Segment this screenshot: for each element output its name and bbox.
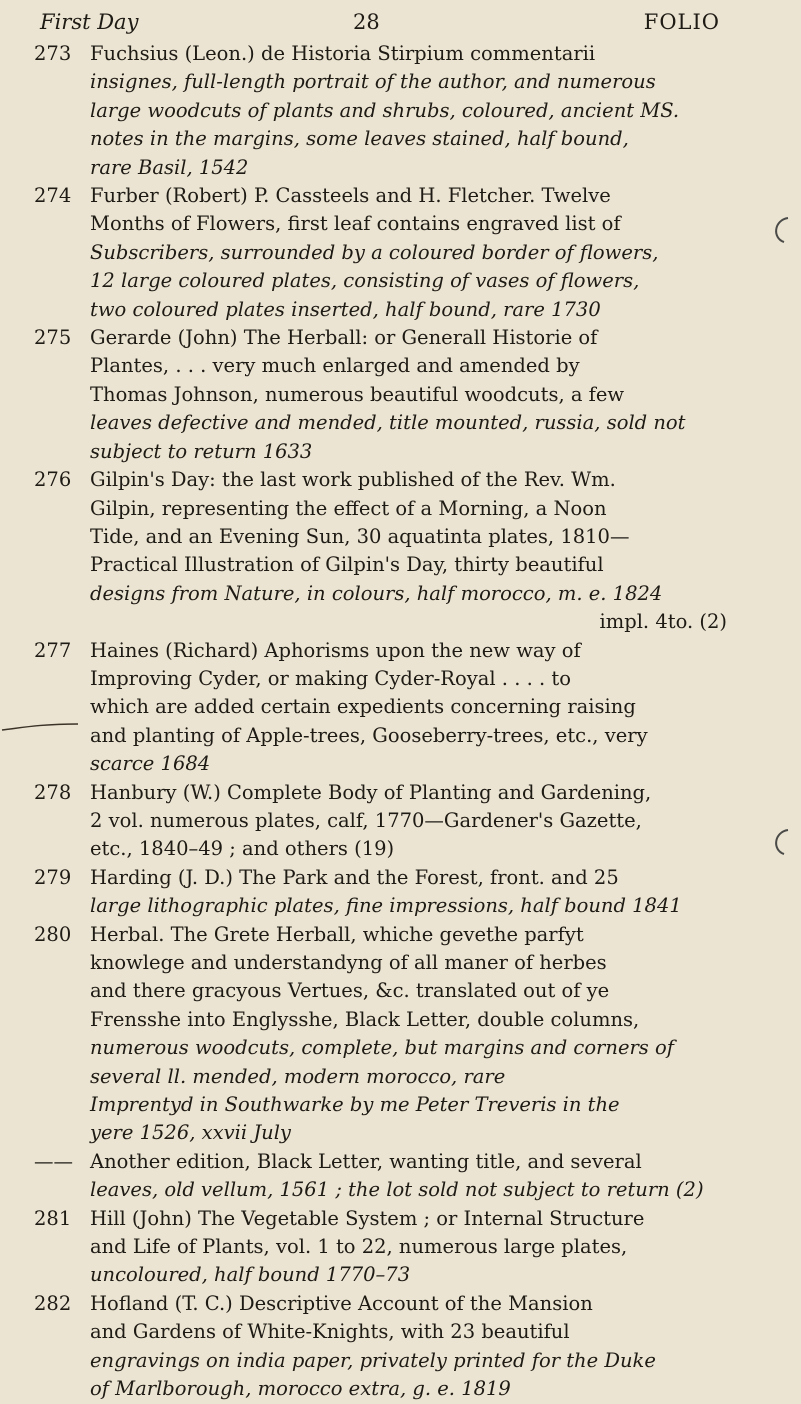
entry-line: Gilpin's Day: the last work published of the Rev. Wm. — [90, 468, 616, 492]
entry-line: Thomas Johnson, numerous beautiful woodcuts, a few — [90, 382, 625, 406]
catalogue-entry — [32, 40, 727, 182]
entry-line: 2 vol. numerous plates, calf, 1770—Gardener's Gazette, — [90, 808, 642, 832]
entry-line: Fuchsius (Leon.) de Historia Stirpium commentarii — [90, 42, 596, 65]
entry-line: Gerarde (John) The Herball: or Generall Historie of — [90, 326, 598, 350]
entry-line: Hill (John) The Vegetable System ; or Internal Structure — [90, 1206, 645, 1230]
entry-line: Subscribers, surrounded by a coloured border of flowers, — [90, 240, 659, 264]
pencil-bracket-mark — [766, 200, 796, 260]
entry-line: Herbal. The Grete Herball, whiche gevethe parfyt — [90, 922, 584, 946]
entry-line: insignes, full-length portrait of the author, and numerous — [90, 70, 656, 94]
entry-line: and planting of Apple-trees, Gooseberry-trees, etc., very — [90, 723, 648, 747]
header-format: FOLIO — [643, 10, 720, 34]
entry-line: rare Basil, 1542 — [90, 155, 249, 179]
page-number: 28 — [353, 10, 380, 34]
lot-number: 275 — [34, 326, 72, 350]
catalogue-entry — [32, 921, 727, 1148]
catalogue-entry — [32, 1205, 727, 1290]
lot-number: 277 — [34, 638, 72, 662]
lot-number: 276 — [34, 468, 72, 492]
lot-number: 281 — [34, 1206, 72, 1230]
entry-line: Another edition, Black Letter, wanting title, and several — [90, 1149, 642, 1173]
entry-line: scarce 1684 — [90, 752, 211, 776]
entry-line: notes in the margins, some leaves stained, half bound, — [90, 127, 629, 151]
entry-line: Imprentyd in Southwarke by me Peter Treveris in the — [90, 1093, 620, 1117]
entry-line: Hanbury (W.) Complete Body of Planting and Gardening, — [90, 780, 652, 804]
entry-line: Hofland (T. C.) Descriptive Account of the Mansion — [90, 1291, 593, 1315]
catalogue-entry — [32, 182, 727, 324]
pencil-margin-mark — [0, 718, 80, 738]
entry-line: and Gardens of White-Knights, with 23 beautiful — [90, 1320, 570, 1344]
entry-line: impl. 4to. (2) — [599, 610, 727, 634]
entry-line: leaves defective and mended, title mounted, russia, sold not — [90, 411, 686, 435]
entry-line: Months of Flowers, first leaf contains engraved list of — [90, 212, 621, 236]
lot-number: —— — [34, 1149, 73, 1173]
entry-line: Gilpin, representing the effect of a Morning, a Noon — [90, 496, 607, 520]
lot-number: 274 — [34, 184, 72, 208]
entry-line: several ll. mended, modern morocco, rare — [90, 1064, 506, 1088]
lot-number: 282 — [34, 1291, 72, 1315]
entry-line: Harding (J. D.) The Park and the Forest, front. and 25 — [90, 865, 619, 889]
entry-line: 12 large coloured plates, consisting of vases of flowers, — [90, 269, 640, 293]
header-day: First Day — [40, 10, 139, 34]
entry-line: and there gracyous Vertues, &c. translated out of ye — [90, 979, 610, 1003]
entry-line: uncoloured, half bound 1770–73 — [90, 1263, 411, 1287]
page-header — [40, 10, 720, 38]
catalogue-entry — [32, 779, 727, 864]
lot-number: 278 — [34, 780, 72, 804]
entry-line: Improving Cyder, or making Cyder-Royal . . . . to — [90, 666, 571, 690]
catalogue-entry — [32, 637, 727, 779]
entry-line: Practical Illustration of Gilpin's Day, thirty beautiful — [90, 553, 604, 577]
entry-line: large woodcuts of plants and shrubs, coloured, ancient MS. — [90, 98, 680, 122]
catalogue-entry — [32, 864, 727, 921]
entry-line: large lithographic plates, fine impressions, half bound 1841 — [90, 894, 682, 918]
catalogue-entry — [32, 466, 727, 636]
entry-line: knowlege and understandyng of all maner of herbes — [90, 951, 607, 974]
catalogue-entry — [32, 1148, 727, 1205]
entry-line: two coloured plates inserted, half bound, rare 1730 — [90, 297, 601, 321]
entry-line: Haines (Richard) Aphorisms upon the new way of — [90, 638, 581, 662]
entry-line: designs from Nature, in colours, half morocco, m. e. 1824 — [90, 581, 663, 605]
entry-line: numerous woodcuts, complete, but margins and corners of — [90, 1036, 674, 1060]
entry-line: Plantes, . . . very much enlarged and amended by — [90, 354, 580, 378]
entry-line: leaves, old vellum, 1561 ; the lot sold not subject to return (2) — [90, 1178, 704, 1202]
lot-number: 280 — [34, 922, 72, 946]
lot-number: 279 — [34, 865, 72, 889]
entry-line: Furber (Robert) P. Cassteels and H. Fletcher. Twelve — [90, 184, 611, 208]
entry-line: subject to return 1633 — [90, 439, 313, 463]
entry-line: etc., 1840–49 ; and others (19) — [90, 837, 395, 861]
entry-line: of Marlborough, morocco extra, g. e. 1819 — [90, 1377, 511, 1401]
pencil-bracket-mark — [766, 820, 796, 880]
entry-line: Frensshe into Englysshe, Black Letter, double columns, — [90, 1007, 640, 1031]
entry-line: which are added certain expedients concerning raising — [90, 695, 636, 719]
entry-line: yere 1526, xxvii July — [90, 1121, 291, 1145]
lot-number: 273 — [34, 42, 72, 65]
catalogue-entry — [32, 324, 727, 466]
entry-line: engravings on india paper, privately printed for the Duke — [90, 1348, 656, 1372]
entry-line: and Life of Plants, vol. 1 to 22, numerous large plates, — [90, 1235, 628, 1259]
catalogue-entries — [32, 40, 727, 1404]
entry-line: Tide, and an Evening Sun, 30 aquatinta plates, 1810— — [90, 524, 630, 548]
catalogue-entry — [32, 1290, 727, 1404]
